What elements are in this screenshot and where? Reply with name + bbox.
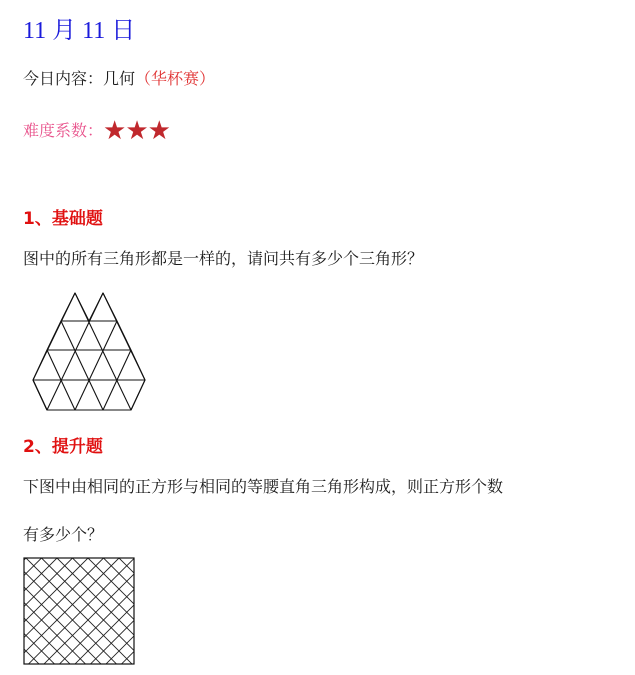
content-label: 今日内容：几何	[23, 69, 136, 88]
content-highlight: （华杯赛）	[135, 69, 216, 88]
square-grid-svg	[22, 556, 138, 668]
section2-question-line2: 有多少个？	[23, 525, 104, 544]
square-grid-figure	[22, 556, 138, 672]
triangle-figure	[30, 290, 170, 418]
section2-heading: 2、提升题	[23, 437, 103, 457]
difficulty-line	[23, 116, 170, 146]
section1-heading: 1、基础题	[23, 209, 103, 229]
difficulty-stars: ★★★	[103, 116, 170, 146]
page-title: 11 月 11 日	[23, 18, 136, 44]
triangle-figure-svg	[30, 290, 170, 414]
content-line	[23, 66, 215, 89]
section2-question-line1: 下图中由相同的正方形与相同的等腰直角三角形构成，则正方形个数	[23, 477, 504, 496]
section1-question: 图中的所有三角形都是一样的，请问共有多少个三角形？	[23, 249, 424, 268]
difficulty-label: 难度系数：	[23, 121, 104, 140]
